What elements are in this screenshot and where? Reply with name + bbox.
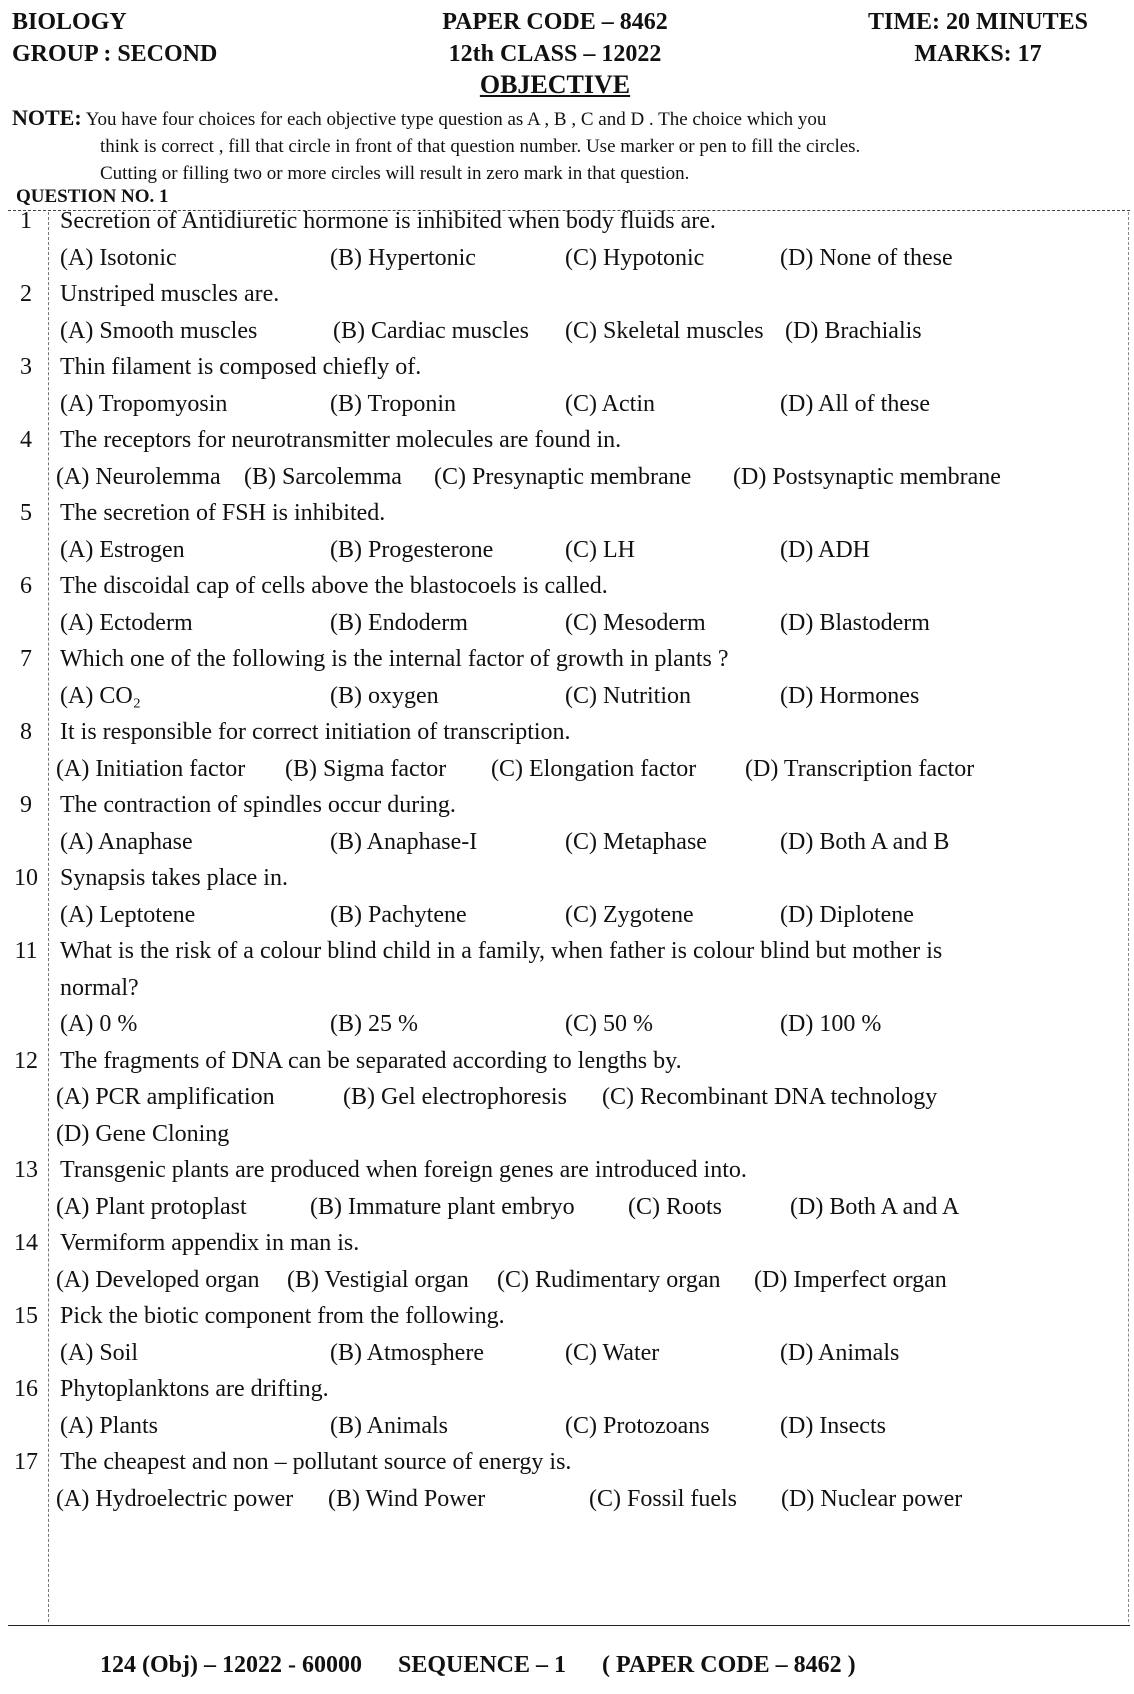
option-d[interactable]: (D) Brachialis (785, 317, 922, 344)
section-title: OBJECTIVE (479, 70, 631, 99)
question-text: Transgenic plants are produced when foreign genes are introduced into. (60, 1157, 747, 1183)
option-b[interactable]: (B) Immature plant embryo (310, 1193, 575, 1220)
option-d[interactable]: (D) Animals (780, 1339, 900, 1366)
question-number: 10 (14, 865, 38, 891)
class-label: 12th CLASS – 12022 (448, 41, 662, 67)
option-b[interactable]: (B) Gel electrophoresis (343, 1084, 567, 1110)
marks-label: MARKS: 17 (914, 41, 1042, 67)
question-text: Phytoplanktons are drifting. (60, 1376, 329, 1402)
note-line-2: think is correct , fill that circle in front of that question number. Use marker or pen to fill the circles. (100, 136, 861, 157)
option-a[interactable]: (A) 0 % (60, 1011, 138, 1037)
question-text: Vermiform appendix in man is. (60, 1230, 360, 1256)
option-d[interactable]: (D) Both A and A (790, 1193, 960, 1220)
option-d[interactable]: (D) All of these (780, 390, 930, 417)
option-b[interactable]: (B) Cardiac muscles (333, 317, 529, 344)
option-b[interactable]: (B) Troponin (330, 390, 457, 417)
option-d[interactable]: (D) Gene Cloning (56, 1120, 230, 1147)
question-text: The secretion of FSH is inhibited. (60, 500, 386, 526)
question-number: 15 (14, 1303, 38, 1329)
question-text: The discoidal cap of cells above the blastocoels is called. (60, 573, 608, 599)
option-b[interactable]: (B) oxygen (330, 682, 439, 709)
option-a[interactable]: (A) Developed organ (56, 1266, 260, 1293)
header-right (838, 6, 1118, 70)
option-b[interactable]: (B) Vestigial organ (287, 1266, 469, 1293)
option-a[interactable]: (A) Smooth muscles (60, 317, 258, 344)
question-number: 14 (14, 1230, 38, 1256)
note-label: NOTE: (12, 105, 82, 130)
option-b[interactable]: (B) Endoderm (330, 609, 468, 636)
option-d[interactable]: (D) Imperfect organ (754, 1266, 947, 1293)
question-text: The cheapest and non – pollutant source of energy is. (60, 1449, 572, 1475)
option-c[interactable]: (C) Nutrition (565, 682, 691, 709)
question-text: Thin filament is composed chiefly of. (60, 354, 422, 380)
question-text: It is responsible for correct initiation of transcription. (60, 719, 571, 745)
option-b[interactable]: (B) Sarcolemma (244, 463, 402, 490)
question-number: 8 (20, 719, 32, 745)
option-d[interactable]: (D) Diplotene (780, 901, 914, 928)
page-footer (100, 1652, 886, 1679)
option-c[interactable]: (C) Fossil fuels (589, 1485, 738, 1512)
question-text: Synapsis takes place in. (60, 865, 288, 891)
option-b[interactable]: (B) Anaphase-I (330, 828, 478, 855)
question-number: 1 (20, 208, 32, 234)
option-d[interactable]: (D) Both A and B (780, 828, 950, 855)
question-number: 17 (14, 1449, 38, 1475)
question-number: 12 (14, 1047, 38, 1074)
option-a[interactable]: (A) CO₂ (60, 682, 142, 709)
question-text: The fragments of DNA can be separated according to lengths by. (60, 1047, 682, 1074)
option-d[interactable]: (D) Hormones (780, 682, 920, 709)
option-b[interactable]: (B) Wind Power (328, 1485, 486, 1512)
option-d[interactable]: (D) ADH (780, 536, 870, 563)
option-a[interactable]: (A) Neurolemma (56, 463, 221, 490)
option-d[interactable]: (D) Insects (780, 1412, 886, 1439)
option-a[interactable]: (A) Initiation factor (56, 755, 246, 782)
option-a[interactable]: (A) Leptotene (60, 901, 196, 928)
option-a[interactable]: (A) Soil (60, 1339, 138, 1366)
footer-paper-code: ( PAPER CODE – 8462 ) (602, 1652, 856, 1678)
question-number: 7 (20, 646, 32, 672)
question-number: 11 (14, 938, 38, 964)
paper-code: PAPER CODE – 8462 (442, 9, 668, 35)
option-a[interactable]: (A) Anaphase (60, 828, 193, 855)
option-c[interactable]: (C) Water (565, 1339, 660, 1366)
question-number: 6 (20, 573, 32, 599)
footer-code: 124 (Obj) – 12022 - 60000 (100, 1652, 362, 1678)
subject-title: BIOLOGY (12, 9, 127, 35)
option-c[interactable]: (C) Elongation factor (491, 755, 697, 782)
option-b[interactable]: (B) Atmosphere (330, 1339, 484, 1366)
option-a[interactable]: (A) Ectoderm (60, 609, 193, 636)
question-number: 13 (14, 1157, 38, 1183)
option-b[interactable]: (B) Pachytene (330, 901, 467, 928)
option-d[interactable]: (D) Nuclear power (781, 1485, 963, 1512)
question-number: 9 (20, 792, 32, 818)
question-text: Pick the biotic component from the following. (60, 1303, 505, 1329)
question-number: 4 (20, 427, 32, 453)
option-a[interactable]: (A) Plants (60, 1412, 158, 1439)
option-d[interactable]: (D) None of these (780, 244, 953, 271)
option-c[interactable]: (C) Hypotonic (565, 244, 705, 271)
instructions-note (12, 104, 1112, 187)
note-line-1: You have four choices for each objective type question as A , B , C and D . The choice which you (85, 109, 827, 130)
option-d[interactable]: (D) Transcription factor (745, 755, 975, 782)
group-label: GROUP : SECOND (12, 41, 218, 67)
option-a[interactable]: (A) Isotonic (60, 244, 177, 271)
option-a[interactable]: (A) Tropomyosin (60, 390, 228, 417)
question-text: Secretion of Antidiuretic hormone is inhibited when body fluids are. (60, 208, 716, 234)
option-a[interactable]: (A) Estrogen (60, 536, 185, 563)
note-line-3: Cutting or filling two or more circles will result in zero mark in that question. (100, 163, 690, 184)
question-text: Which one of the following is the internal factor of growth in plants ? (60, 646, 729, 672)
header-center (420, 6, 690, 70)
question-text: Unstriped muscles are. (60, 281, 280, 307)
question-text-line-2: normal? (60, 974, 139, 1001)
header-left (12, 6, 217, 70)
option-c[interactable]: (C) Recombinant DNA technology (602, 1084, 938, 1110)
question-number: 5 (20, 500, 32, 526)
option-b[interactable]: (B) 25 % (330, 1011, 418, 1037)
option-c[interactable]: (C) Rudimentary organ (497, 1266, 721, 1293)
option-c[interactable]: (C) Mesoderm (565, 609, 706, 636)
option-c[interactable]: (C) Presynaptic membrane (434, 463, 692, 490)
option-c[interactable]: (C) Actin (565, 390, 655, 417)
time-label: TIME: 20 MINUTES (867, 9, 1089, 35)
option-c[interactable]: (C) Zygotene (565, 901, 694, 928)
question-text: The receptors for neurotransmitter molecules are found in. (60, 427, 622, 453)
question-text: The contraction of spindles occur during. (60, 792, 456, 818)
number-divider (48, 212, 49, 1622)
option-c[interactable]: (C) LH (565, 536, 635, 563)
option-b[interactable]: (B) Hypertonic (330, 244, 476, 271)
right-border (1128, 212, 1129, 1622)
exam-header (0, 6, 1134, 98)
option-c[interactable]: (C) Metaphase (565, 828, 707, 855)
question-number: 2 (20, 281, 32, 307)
question-heading: QUESTION NO. 1 (16, 186, 169, 207)
option-d[interactable]: (D) Blastoderm (780, 609, 930, 636)
option-d[interactable]: (D) Postsynaptic membrane (733, 463, 1001, 490)
option-a[interactable]: (A) Hydroelectric power (56, 1485, 294, 1512)
option-b[interactable]: (B) Animals (330, 1412, 448, 1439)
question-number: 16 (14, 1376, 38, 1402)
question-text: What is the risk of a colour blind child in a family, when father is colour blind but mother is (60, 938, 943, 964)
option-a[interactable]: (A) Plant protoplast (56, 1193, 247, 1220)
option-b[interactable]: (B) Sigma factor (285, 755, 447, 782)
option-c[interactable]: (C) 50 % (565, 1011, 653, 1037)
option-c[interactable]: (C) Protozoans (565, 1412, 710, 1439)
question-number: 3 (20, 354, 32, 380)
option-d[interactable]: (D) 100 % (780, 1011, 882, 1037)
option-c[interactable]: (C) Skeletal muscles (565, 317, 764, 344)
option-b[interactable]: (B) Progesterone (330, 536, 494, 563)
footer-sequence: SEQUENCE – 1 (397, 1652, 567, 1678)
option-c[interactable]: (C) Roots (628, 1193, 723, 1220)
option-a[interactable]: (A) PCR amplification (56, 1084, 275, 1110)
